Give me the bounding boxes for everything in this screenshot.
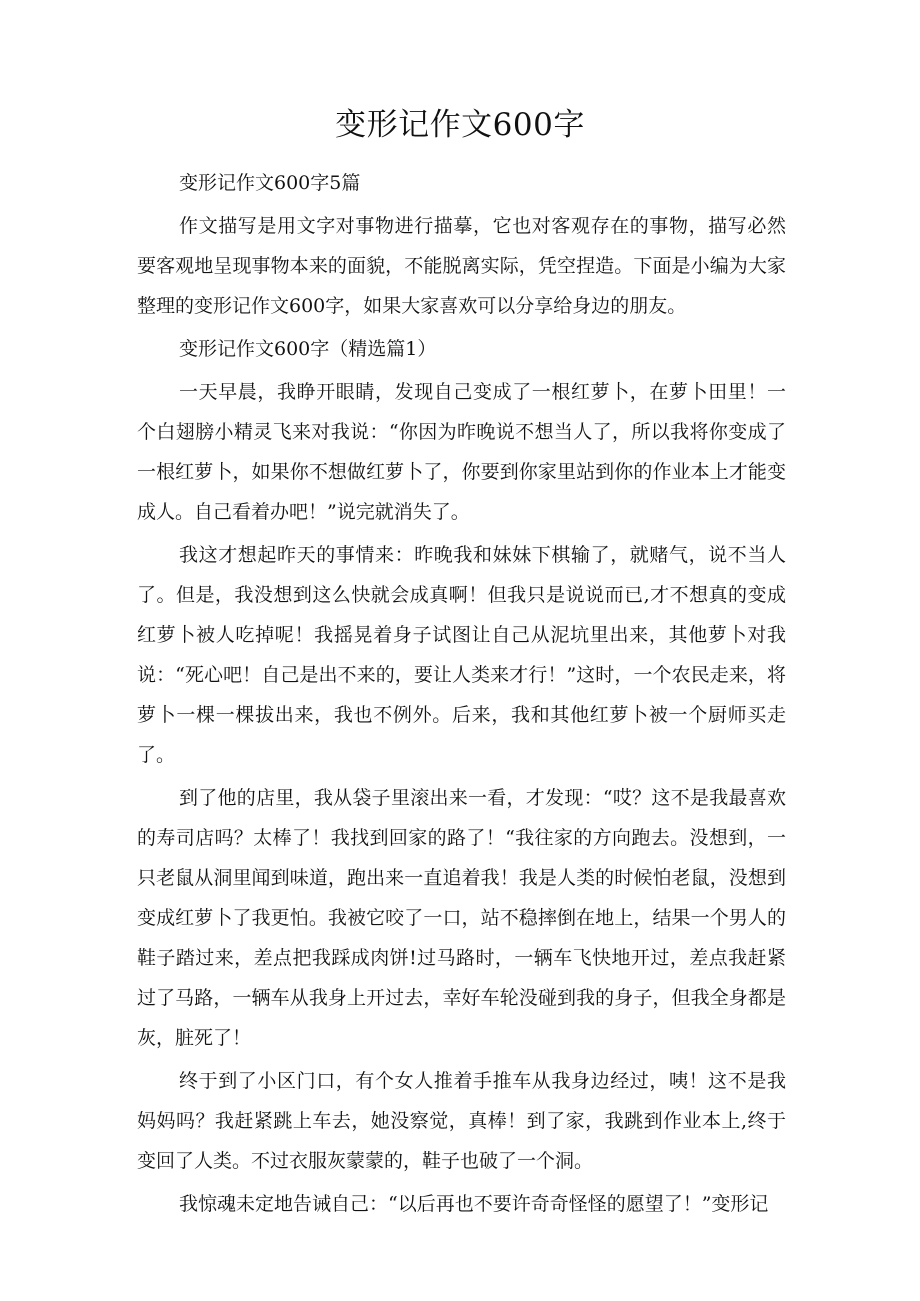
section-heading: 变形记作文600字（精选篇1） <box>179 338 437 360</box>
body-paragraph: 终于到了小区门口，有个女人推着手推车从我身边经过，咦！这不是我妈妈吗？我赶紧跳上车去，她没察觉，真棒！到了家，我跳到作业本上,终于变回了人类。不过衣服灰蒙蒙的，鞋子也破了一个洞。 <box>137 1070 786 1172</box>
document-body <box>137 163 786 1227</box>
body-paragraph: 一天早晨，我睁开眼睛，发现自己变成了一根红萝卜，在萝卜田里！一个白翅膀小精灵飞来对我说：“你因为昨晚说不想当人了，所以我将你变成了一根红萝卜，如果你不想做红萝卜了，你要到你家里站到你的作业本上才能变成人。自己看着办吧！”说完就消失了。 <box>137 381 786 523</box>
body-paragraph: 我惊魂未定地告诫自己：“以后再也不要许奇奇怪怪的愿望了！”变形记 <box>179 1193 769 1215</box>
subtitle-paragraph: 变形记作文600字5篇 <box>179 172 361 194</box>
document-title: 变形记作文600字 <box>335 107 585 143</box>
body-paragraph: 到了他的店里，我从袋子里滚出来一看，才发现：“哎？这不是我最喜欢的寿司店吗？太棒了！我找到回家的路了！“我往家的方向跑去。没想到，一只老鼠从洞里闻到味道，跑出来一直追着我！我是人类的时候怕老鼠，没想到变成红萝卜了我更怕。我被它咬了一口，站不稳摔倒在地上，结果一个男人的鞋子踏过来，差点把我踩成肉饼!过马路时，一辆车飞快地开过，差点我赶紧过了马路，一辆车从我身上开过去，幸好车轮没碰到我的身子，但我全身都是灰，脏死了！ <box>137 787 786 1049</box>
body-paragraph: 我这才想起昨天的事情来：昨晚我和妹妹下棋输了，就赌气，说不当人了。但是，我没想到这么快就会成真啊！但我只是说说而已,才不想真的变成红萝卜被人吃掉呢！我摇晃着身子试图让自己从泥坑里出来，其他萝卜对我说：“死心吧！自己是出不来的，要让人类来才行！”这时，一个农民走来，将萝卜一棵一棵拔出来，我也不例外。后来，我和其他红萝卜被一个厨师买走了。 <box>137 544 786 766</box>
intro-paragraph: 作文描写是用文字对事物进行描摹，它也对客观存在的事物，描写必然要客观地呈现事物本来的面貌，不能脱离实际，凭空捏造。下面是小编为大家整理的变形记作文600字，如果大家喜欢可以分享给身边的朋友。 <box>137 215 786 317</box>
